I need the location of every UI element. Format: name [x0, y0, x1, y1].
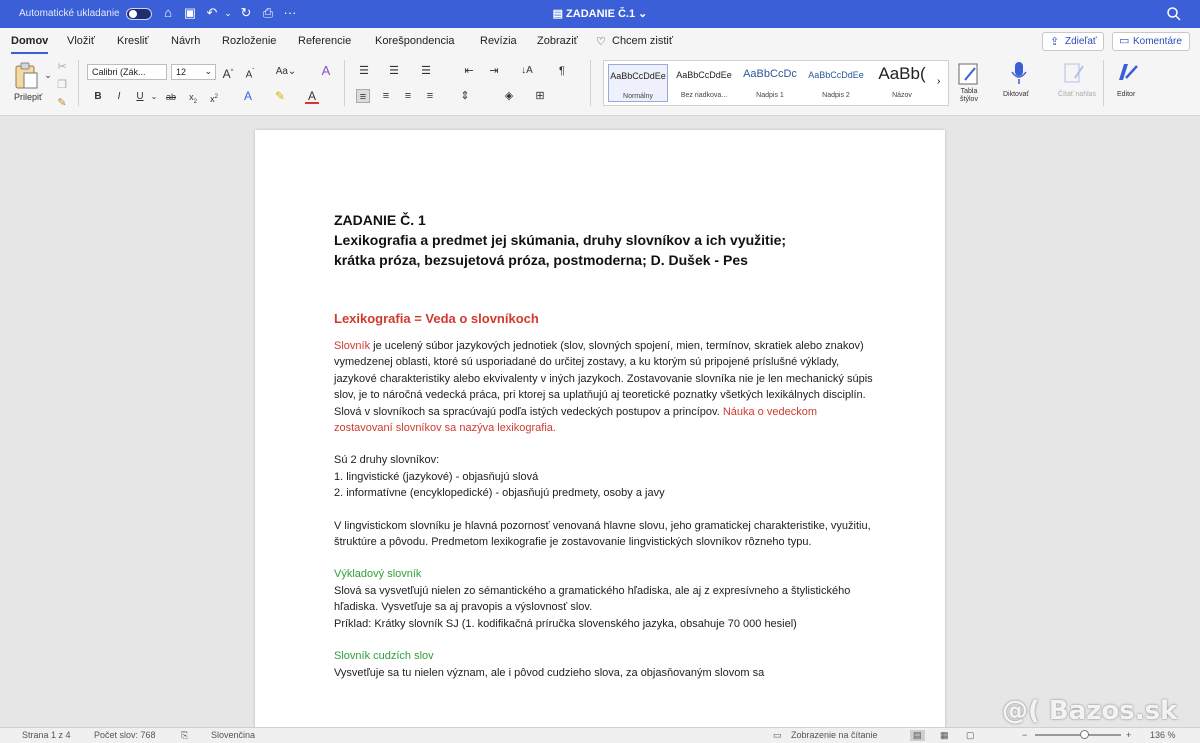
tab-korespondencia[interactable]: Korešpondencia	[375, 35, 455, 47]
zoom-out-icon[interactable]: −	[1022, 730, 1028, 740]
paragraph-explanatory: Slová sa vysvetľujú nielen zo sémantického a gramatického hľadiska, ale aj z expresívneho a štylistického hľadiska. Vysvetľuje sa aj pravopis a výslovnosť slov.	[334, 584, 851, 614]
document-body[interactable]	[334, 210, 874, 681]
undo-icon[interactable]: ↶	[206, 5, 218, 20]
decrease-indent-icon[interactable]: ⇤	[464, 65, 474, 77]
list-item: 1. lingvistické (jazykové) - objasňujú slová	[334, 470, 539, 483]
list-item: 2. informatívne (encyklopedické) - objasňujú predmety, osoby a javy	[334, 487, 665, 500]
document-heading-line: ZADANIE Č. 1	[334, 212, 426, 228]
redo-icon[interactable]: ↻	[240, 5, 252, 20]
style-preview: AaBbCcDdEe	[676, 70, 732, 80]
ribbon-tabs	[0, 28, 1200, 54]
list-intro: Sú 2 druhy slovníkov:	[334, 454, 440, 467]
tab-revizia[interactable]: Revízia	[480, 35, 517, 47]
font-color-icon[interactable]: A	[305, 89, 319, 104]
cut-icon[interactable]: ✂	[57, 61, 67, 73]
shrink-font-icon[interactable]: $A^ˇ$	[245, 69, 255, 81]
multilevel-list-icon[interactable]: ☰	[421, 65, 431, 77]
tab-navrh[interactable]: Návrh	[171, 35, 201, 47]
document-title	[0, 7, 1200, 20]
autosave-label: Automatické ukladanie	[19, 8, 120, 19]
styles-pane-label[interactable]: Tabla štýlov	[960, 88, 978, 103]
search-icon[interactable]	[1166, 6, 1182, 22]
superscript-icon[interactable]: $x^2$	[210, 94, 218, 104]
dictate-label[interactable]: Diktovať	[1003, 91, 1029, 98]
editor-icon[interactable]	[1116, 60, 1140, 84]
share-icon: ⇪	[1050, 36, 1060, 48]
paragraph-definition	[334, 338, 874, 436]
subheading-green: Výkladový slovník	[334, 568, 422, 581]
style-heading-1[interactable]	[740, 64, 800, 102]
document-heading-line: Lexikografia a predmet jej skúmania, druhy slovníkov a ich využitie;	[334, 232, 787, 248]
document-canvas[interactable]	[0, 116, 1200, 727]
separator	[78, 60, 79, 106]
print-icon[interactable]: ⎙	[262, 5, 274, 20]
zoom-slider-track[interactable]	[1035, 734, 1121, 736]
title-bar	[0, 0, 1200, 28]
undo-dropdown-icon[interactable]: ⌄	[224, 8, 232, 18]
spacer	[334, 632, 874, 648]
font-size-select[interactable]	[171, 64, 216, 80]
strikethrough-icon[interactable]: ab	[165, 92, 176, 102]
align-center-icon[interactable]: ≡	[382, 90, 390, 102]
pilcrow-icon[interactable]: ¶	[559, 65, 565, 77]
comments-button[interactable]	[1112, 32, 1190, 51]
document-page[interactable]	[255, 130, 945, 743]
gallery-next-icon[interactable]: ›	[937, 76, 941, 87]
underline-icon[interactable]: U	[136, 91, 144, 102]
style-name: Nadpis 1	[756, 92, 784, 99]
borders-icon[interactable]: ⊞	[535, 90, 545, 102]
zoom-in-icon[interactable]: +	[1126, 730, 1132, 740]
read-aloud-icon[interactable]	[1063, 62, 1085, 84]
font-name-value: Calibri (Zák...	[92, 67, 146, 77]
format-painter-icon[interactable]: ✎	[57, 97, 67, 109]
font-name-select[interactable]	[87, 64, 167, 80]
highlighted-term: Slovník	[334, 340, 371, 352]
separator	[590, 60, 591, 106]
document-heading-line: krátka próza, bezsujetová próza, postmoderna; D. Dušek - Pes	[334, 252, 748, 268]
word-count[interactable]: Počet slov: 768	[94, 730, 156, 740]
style-name: Normálny	[623, 93, 653, 100]
home-icon[interactable]: ⌂	[164, 5, 172, 20]
tab-vlozit[interactable]: Vložiť	[67, 35, 95, 47]
comments-label: Komentáre	[1133, 36, 1182, 47]
style-normal[interactable]	[608, 64, 668, 102]
separator	[1103, 60, 1104, 106]
styles-gallery	[603, 60, 949, 106]
document-file-icon: ▤	[552, 8, 567, 20]
subheading-green: Slovník cudzích slov	[334, 650, 434, 663]
reading-view-label[interactable]: Zobrazenie na čítanie	[791, 730, 878, 740]
shading-icon[interactable]: ◈	[504, 90, 514, 102]
style-preview: AaBbCcDc	[743, 68, 797, 80]
style-title[interactable]	[872, 64, 932, 102]
style-preview: AaBbCcDdEe	[808, 70, 864, 80]
highlight-icon[interactable]: ✎	[274, 89, 286, 103]
page-count[interactable]: Strana 1 z 4	[22, 730, 71, 740]
microphone-icon[interactable]	[1010, 60, 1028, 86]
paragraph-lingvistic: V lingvistickom slovníku je hlavná pozornosť venovaná hlavne slovu, jeho gramatickej charakteristike, využitiu, štruktúre a pôvodu. Predmetom lexikografie je zostavovanie lingvistických slovníkov rôzneho typu.	[334, 519, 871, 549]
comment-icon: ▭	[1119, 35, 1130, 47]
subscript-icon[interactable]: $x_2$	[189, 92, 197, 105]
paste-icon[interactable]	[14, 62, 40, 90]
style-preview: AaBb(	[878, 64, 926, 83]
proofing-icon[interactable]: ⎘	[181, 730, 189, 740]
align-left-icon[interactable]: ≡	[356, 89, 370, 103]
focus-icon[interactable]: ▭	[773, 730, 782, 740]
web-layout-icon[interactable]: ▦	[940, 730, 949, 740]
spacer	[334, 550, 874, 566]
editor-label[interactable]: Editor	[1117, 91, 1136, 98]
tab-kreslit[interactable]: Kresliť	[117, 35, 149, 47]
status-bar	[0, 727, 1200, 743]
more-icon[interactable]: ···	[283, 5, 297, 20]
tab-zobrazit[interactable]: Zobraziť	[537, 35, 578, 47]
paragraph-foreign-words: Vysvetľuje sa tu nielen význam, ale i pôvod cudzieho slova, za objasňovaným slovom sa	[334, 666, 765, 679]
ribbon-home	[0, 54, 1200, 116]
numbering-icon[interactable]: ☰	[389, 65, 399, 77]
highlighted-sentence: Náuka o vedeckom zostavovaní slovníkov sa nazýva lexikografia.	[334, 405, 817, 435]
paste-dropdown-icon[interactable]: ⌄	[44, 70, 52, 80]
clear-formatting-icon[interactable]: A	[321, 63, 331, 78]
style-name: Nadpis 2	[822, 92, 850, 99]
zoom-level[interactable]: 136 %	[1150, 730, 1176, 740]
print-layout-icon[interactable]: ▤	[910, 730, 925, 741]
style-heading-2[interactable]	[806, 64, 866, 102]
tab-rozlozenie[interactable]: Rozloženie	[222, 35, 277, 47]
style-name: Bez riadkova...	[680, 92, 728, 99]
line-spacing-icon[interactable]: ⇕	[460, 90, 470, 102]
paragraph-example: Príklad: Krátky slovník SJ (1. kodifikačná príručka slovenského jazyka, obsahuje 70 000 hesiel)	[334, 617, 797, 630]
read-aloud-label[interactable]: Čítať nahlas	[1058, 91, 1097, 98]
tell-me-search[interactable]: Chcem zistiť	[612, 35, 673, 47]
document-title-text: ZADANIE Č.1	[566, 8, 636, 20]
font-size-value: 12	[176, 67, 187, 77]
spacer	[334, 436, 874, 452]
bazos-watermark: @( Bazos.sk	[1002, 696, 1178, 726]
sort-icon[interactable]: ↓A	[521, 65, 533, 76]
bullets-icon[interactable]: ☰	[359, 65, 369, 77]
increase-indent-icon[interactable]: ⇥	[489, 65, 499, 77]
tab-domov[interactable]: Domov	[11, 35, 49, 47]
justify-icon[interactable]: ≡	[426, 90, 434, 102]
style-no-spacing[interactable]	[674, 64, 734, 102]
focus-mode-icon[interactable]: ▢	[966, 730, 975, 740]
change-case-icon[interactable]: Aa⌄	[275, 66, 297, 77]
grow-font-icon[interactable]: A^	[222, 67, 234, 81]
title-dropdown-icon[interactable]: ⌄	[638, 8, 648, 20]
share-button[interactable]	[1042, 32, 1104, 51]
bold-icon[interactable]: B	[94, 91, 102, 102]
copy-icon[interactable]: ❐	[57, 79, 67, 91]
save-icon[interactable]: ▣	[183, 5, 197, 20]
paragraph-text: je ucelený súbor jazykových jednotiek (slov, slovných spojení, mien, termínov, skratiek alebo znakov) vymedzenej oblasti, ktoré sú usporiadané do určitej zostavy, a ku ktorým sú pripojené príslušné výklady, jazykové charakteristiky alebo ekvivalenty v iných jazykoch. Zostavovanie slovníka nie je len mechanický súpis slov, je to náročná vedecká práca, pri ktorej sa uplatňujú aj teoretické poznatky všetkých lexikálnych disciplín. Slová v slovníkoch sa spracúvajú podľa istých vedeckých postupov a princípov.	[334, 340, 873, 418]
separator	[344, 60, 345, 106]
styles-pane-icon[interactable]	[957, 62, 981, 86]
align-right-icon[interactable]: ≡	[404, 90, 412, 102]
zoom-slider-thumb[interactable]	[1080, 730, 1089, 739]
spacer	[334, 502, 874, 518]
paste-label[interactable]: Prilepiť	[14, 92, 43, 102]
tab-referencie[interactable]: Referencie	[298, 35, 352, 47]
text-effects-icon[interactable]: A	[243, 89, 252, 103]
language-indicator[interactable]: Slovenčina	[211, 730, 256, 740]
style-name: Názov	[892, 92, 912, 99]
section-heading: Lexikografia = Veda o slovníkoch	[334, 311, 539, 326]
italic-icon[interactable]: I	[117, 91, 121, 102]
chevron-down-icon: ⌄	[204, 66, 212, 76]
underline-dropdown-icon[interactable]: ⌄	[150, 92, 158, 101]
share-label: Zdieľať	[1065, 36, 1097, 47]
style-preview: AaBbCcDdEe	[610, 71, 666, 81]
lightbulb-icon: ♡	[596, 36, 606, 48]
